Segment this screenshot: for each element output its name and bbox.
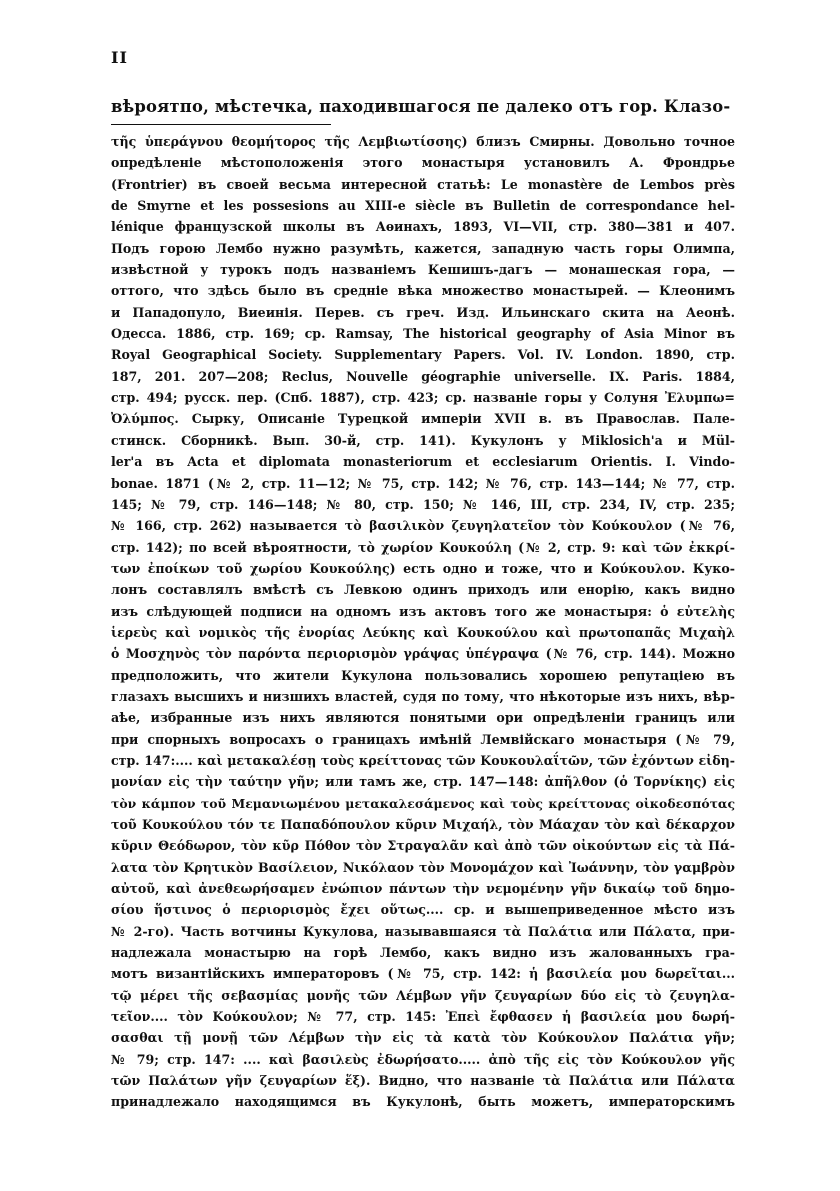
footnote-line: τὸν κάμπον τοῦ Μεμανιωμένου μετακαλεσάμενος καὶ τοὺς κρείττονας οἰκοδεσπότας [111,795,735,811]
footnote-line: опредѣленіе мѣстоположенія этого монастыря установилъ А. Фрондрье [111,155,735,171]
footnote-line: de Smyrne et les possesions au XIII-e siècle въ Bulletin de correspondance hel- [111,198,735,214]
footnote-line: ler'а въ Acta et diplomata monasteriorum et ecclesiarum Orientis. I. Vindo- [111,454,735,470]
footnote-line: ἱερεὺς καὶ νομικὸς τῆς ἐνορίας Λεύκης καὶ Κουκούλου καὶ πρωτοπαπᾶς Μιχαὴλ [111,624,735,640]
footnote-line: надлежала монастырю на горѣ Лембо, какъ видно изъ жалованныхъ гра- [111,945,735,961]
footnote-line: τῷ μέρει τῆς σεβασμίας μονῆς τῶν Λέμβων γῆν ζευγαρίων δύο εἰς τὸ ζευγηλα- [111,987,735,1003]
footnote-line: αὐτοῦ, καὶ ἀνεθεωρήσαμεν ἐνώπιον πάντων τὴν νεμομένην γῆν δικαίῳ τοῦ δημο- [111,881,735,897]
footnote-line: стр. 494; русск. пер. (Спб. 1887), стр. 423; ср. названіе горы у Солуня Ἐλυμπω= [111,390,735,406]
footnote-line: Одесса. 1886, стр. 169; ср. Ramsay, The historical geography of Asia Minor въ [111,326,735,342]
footnote-line: τοῦ Κουκούλου τόν τε Παπαδόπουλον κῦριν Μιχαήλ, τὸν Μάαχαν τὸν καὶ δέκαρχον [111,817,735,832]
main-text-line: вѣроятпо, мѣстечка, паходившагося пе далеко отъ гор. Клазо- [111,97,731,116]
footnote-line: и Пападопуло, Виеинія. Перев. съ греч. Изд. Ильинскаго скита на Аеонѣ. [111,304,735,320]
footnote-line: стр. 142); по всей вѣроятности, τὸ χωρίον Κουκούλη (№ 2, стр. 9: καὶ τῶν ἐκκρί- [111,539,735,555]
footnote-line: lénique французской школы въ Аѳинахъ, 1893, VI—VII, стр. 380—381 и 407. [111,219,735,235]
footnote-rule [111,124,331,125]
footnote-line: κῦριν Θεόδωρον, τὸν κῦρ Πόθον τὸν Στραγαλᾶν καὶ ἀπὸ τῶν οἰκούντων εἰς τὰ Πά- [111,838,735,854]
footnote-line: стр. 147:.... καὶ μετακαλέσῃ τοὺς κρείττονας τῶν Κουκουλαΐτῶν, τῶν ἐχόντων εἰδη- [111,752,735,768]
footnote-line: № 166, стр. 262) называется τὸ βασιλικὸν ζευγηλατεῖον τὸν Κούκουλον (№ 76, [111,518,735,534]
footnote-line: 145; № 79, стр. 146—148; № 80, стр. 150; № 146, III, стр. 234, IV, стр. 235; [111,496,735,512]
footnote-line: τῶν Παλάτων γῆν ζευγαρίων ἕξ). Видно, что названіе τὰ Παλάτια или Πάλατα [111,1073,735,1089]
footnote-line: стинск. Сборникѣ. Вып. 30-й, стр. 141). Кукулонъ у Miklosich'а и Mül- [111,432,735,448]
page-number: II [111,48,128,67]
footnote-line: Подъ горою Лембо нужно разумѣть, кажется, западную часть горы Олимпа, [111,240,735,256]
footnote-line: принадлежало находящимся въ Кукулонѣ, быть можетъ, императорскимъ [111,1094,735,1110]
footnote-line: ὁ Μοσχηνὸς τὸν παρόντα περιορισμὸν γράψας ὑπέγραψα (№ 76, стр. 144). Можно [111,646,735,662]
footnote-line: σασθαι τῇ μονῇ τῶν Λέμβων τὴν εἰς τὰ κατὰ τὸν Κούκουλον Παλάτια γῆν; [111,1030,735,1046]
footnote-line: № 2-го). Часть вотчины Кукулова, называвшаяся τὰ Παλάτια или Πάλατα, при- [111,923,735,939]
footnote-line: μονίαν εἰς τὴν ταύτην γῆν; или тамъ же, стр. 147—148: ἀπῆλθον (ὁ Τορνίκης) εἰς [111,774,735,790]
footnote-line: bonae. 1871 (№ 2, стр. 11—12; № 75, стр. 142; № 76, стр. 143—144; № 77, стр. [111,475,735,491]
footnote-line: аѣе, избранные изъ нихъ являются понятыми ори опредѣленіи границъ или [111,710,735,726]
footnote-line: λατα τὸν Κρητικὸν Βασίλειον, Νικόλαον τὸν Μονομάχον καὶ Ἰωάννην, τὸν γαμβρὸν [111,859,735,875]
footnote-line: мотъ византійскихъ императоровъ (№ 75, стр. 142: ἡ βασιλεία μου δωρεῖται... [111,966,735,982]
footnote-line: при спорныхъ вопросахъ о границахъ имѣній Лемвійскаго монастыря (№ 79, [111,731,735,747]
footnote-line: 187, 201. 207—208; Reclus, Nouvelle géographie universelle. IX. Paris. 1884, [111,368,735,384]
footnote-line: № 79; стр. 147: .... καὶ βασιλεὺς ἐδωρήσατο..... ἀπὸ τῆς εἰς τὸν Κούκουλον γῆς [111,1051,735,1067]
footnote-line: оттого, что здѣсь было въ средніе вѣка множество монастырей. — Клеонимъ [111,283,735,299]
footnote-line: Royal Geographical Society. Supplementary Papers. Vol. IV. London. 1890, стр. [111,347,735,363]
footnote-line: Ὀλύμπος. Сырку, Описаніе Турецкой имперіи XVII в. въ Православ. Пале- [111,411,735,427]
footnote-line: τεῖον.... τὸν Κούκουλον; № 77, стр. 145: Ἐπεὶ ἔφθασεν ἡ βασιλεία μου δωρή- [111,1009,735,1025]
footnote-line: изъ слѣдующей подписи на одномъ изъ актовъ того же монастыря: ὁ εὐτελὴς [111,603,735,619]
footnote-line: των ἐποίκων τοῦ χωρίου Κουκούλης) есть одно и тоже, что и Κούκουλον. Куко- [111,560,735,576]
footnote-line: глазахъ высшихъ и низшихъ властей, судя по тому, что нѣкоторые изъ нихъ, вѣр- [111,688,735,704]
footnote-line: (Frontrier) въ своей весьма интересной статьѣ: Le monastère de Lembos près [111,176,735,192]
footnote-line: τῆς ὑπεράγνου θεομήτορος τῆς Λεμβιωτίσσης) близъ Смирны. Довольно точное [111,134,735,149]
footnote-line: извѣстной у турокъ подъ названіемъ Кешишъ-дагъ — монашеская гора, — [111,262,735,278]
footnote-line: лонъ составлялъ вмѣстѣ съ Левкою одинъ приходъ или енорію, какъ видно [111,582,735,598]
footnote-block [111,131,735,1113]
footnote-line: предположить, что жители Кукулона пользовались хорошею репутаціею въ [111,667,735,683]
footnote-line: σίου ἥστινος ὁ περιορισμὸς ἔχει οὕτως.... ср. и вышеприведенное мѣсто изъ [111,902,735,918]
